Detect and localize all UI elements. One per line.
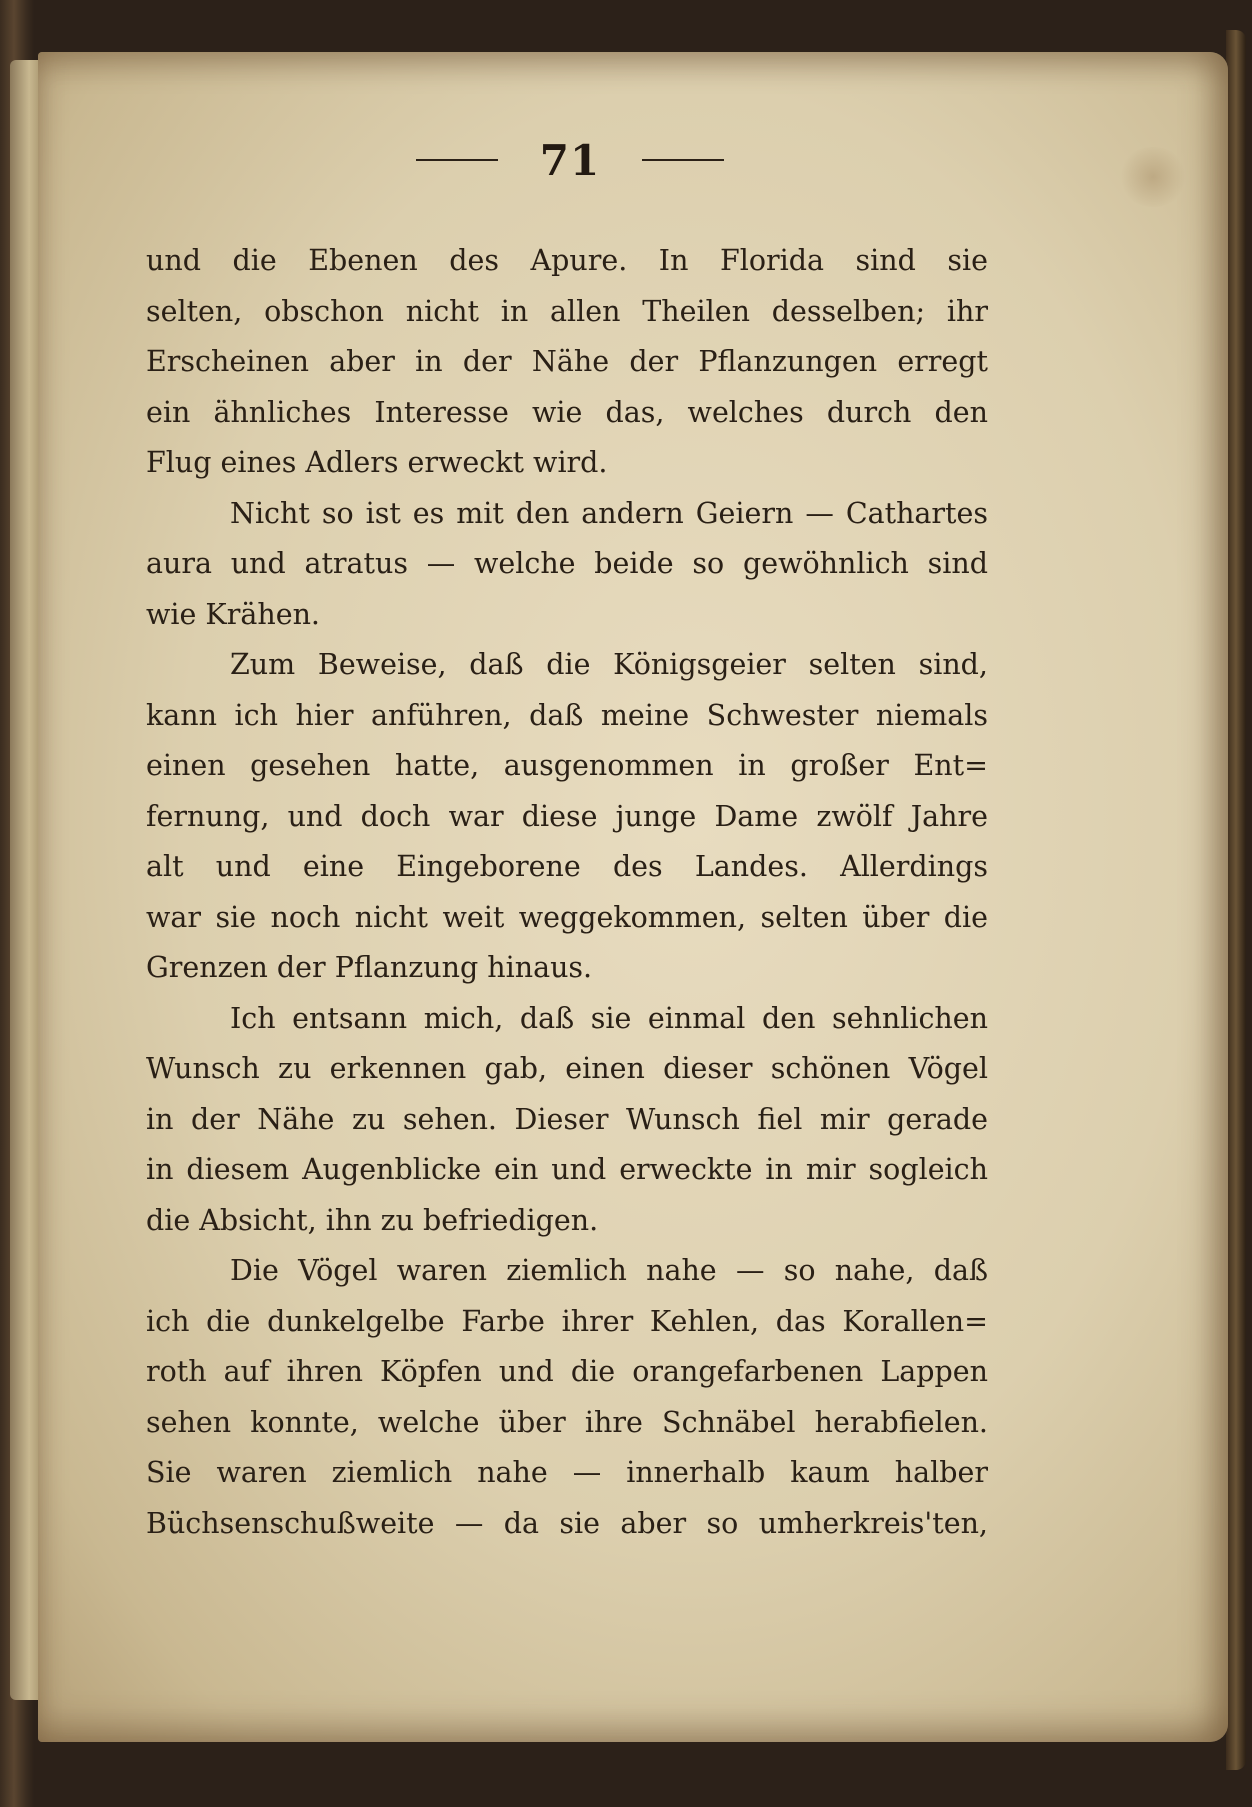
- text-line: sehen konnte, welche über ihre Schnäbel herabfielen.: [146, 1405, 988, 1439]
- body-text: [146, 236, 988, 1549]
- text-line: Zum Beweise, daß die Königsgeier selten sind,: [230, 648, 988, 681]
- text-line: Sie waren ziemlich nahe — innerhalb kaum halber: [146, 1456, 988, 1489]
- text-line: Ich entsann mich, daß sie einmal den sehnlichen: [230, 1001, 988, 1035]
- text-line: einen gesehen hatte, ausgenommen in großer Ent=: [146, 749, 988, 782]
- header-rule-left: [416, 159, 498, 161]
- text-line: Die Vögel waren ziemlich nahe — so nahe, daß: [230, 1254, 988, 1287]
- header-rule-right: [642, 159, 724, 161]
- page-number: 71: [539, 135, 601, 185]
- text-line: ein ähnliches Interesse wie das, welches durch den: [146, 395, 988, 429]
- text-line: war sie noch nicht weit weggekommen, selten über die: [146, 900, 988, 934]
- text-line: fernung, und doch war diese junge Dame zwölf Jahre: [146, 799, 988, 833]
- text-line: kann ich hier anführen, daß meine Schwester niemals: [146, 698, 988, 732]
- text-line: die Absicht, ihn zu befriedigen.: [146, 1203, 599, 1237]
- text-line: in diesem Augenblicke ein und erweckte in mir sogleich: [146, 1153, 988, 1186]
- text-line: in der Nähe zu sehen. Dieser Wunsch fiel mir gerade: [146, 1102, 988, 1136]
- text-line: alt und eine Eingeborene des Landes. Allerdings: [146, 850, 988, 883]
- text-line: und die Ebenen des Apure. In Florida sind sie: [146, 244, 988, 277]
- text-line: Erscheinen aber in der Nähe der Pflanzungen erregt: [146, 345, 988, 378]
- text-line: Grenzen der Pflanzung hinaus.: [146, 951, 593, 984]
- text-line: Büchsenschußweite — da sie aber so umherkreis'ten,: [146, 1506, 988, 1540]
- text-line: Wunsch zu erkennen gab, einen dieser schönen Vögel: [146, 1052, 988, 1085]
- text-line: Flug eines Adlers erweckt wird.: [146, 446, 608, 479]
- text-line: ich die dunkelgelbe Farbe ihrer Kehlen, das Korallen=: [146, 1304, 988, 1338]
- book-cover-edge: [1226, 30, 1246, 1770]
- paper-stain: [1118, 147, 1188, 207]
- text-line: selten, obschon nicht in allen Theilen desselben; ihr: [146, 294, 988, 328]
- text-line: roth auf ihren Köpfen und die orangefarbenen Lappen: [146, 1355, 988, 1388]
- text-line: wie Krähen.: [146, 597, 320, 631]
- text-line: aura und atratus — welche beide so gewöhnlich sind: [146, 547, 988, 580]
- text-line: Nicht so ist es mit den andern Geiern — Cathartes: [230, 496, 988, 530]
- page-header: [400, 130, 740, 190]
